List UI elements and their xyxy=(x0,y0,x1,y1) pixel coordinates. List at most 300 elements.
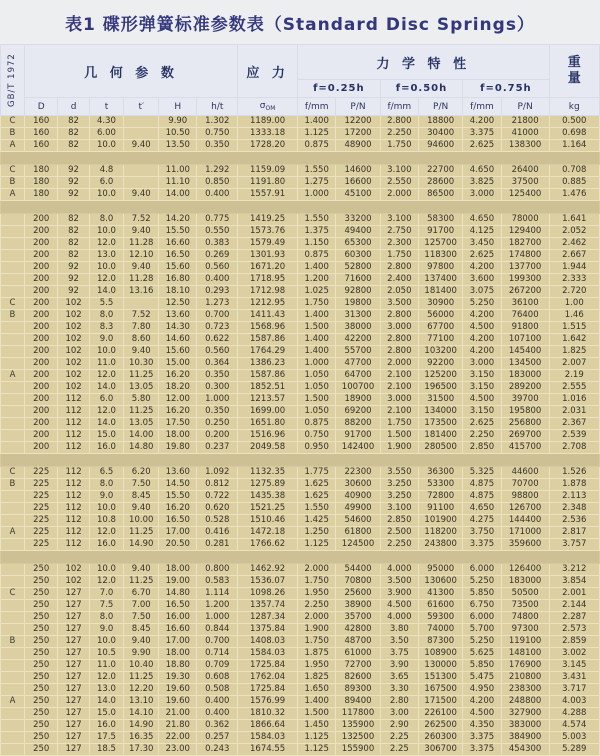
cell-t_reduced: 9.40 xyxy=(124,262,159,274)
cell-weight_kg: 2.19 xyxy=(549,370,599,382)
cell-series xyxy=(1,394,25,406)
cell-P_at_0.25h: 135900 xyxy=(336,720,380,732)
cell-t: 10.0 xyxy=(89,226,124,238)
cell-sigma_OM: 1671.20 xyxy=(238,262,298,274)
cell-series xyxy=(1,624,25,636)
cell-h_over_t: 0.700 xyxy=(197,636,238,648)
col-header-kg: kg xyxy=(549,98,599,116)
cell-D: 200 xyxy=(24,406,58,418)
table-row xyxy=(1,322,600,334)
cell-H: 16.20 xyxy=(159,406,197,418)
cell-d: 127 xyxy=(58,720,89,732)
col-header-f-025: f/mm xyxy=(298,98,336,116)
title-bar xyxy=(0,0,600,44)
standard-number-label: GB/T 1972 xyxy=(1,45,25,116)
cell-t: 9.0 xyxy=(89,491,124,503)
cell-P_at_0.25h: 65300 xyxy=(336,238,380,250)
cell-t_reduced xyxy=(124,298,159,310)
cell-H: 18.00 xyxy=(159,564,197,576)
cell-P_at_0.25h: 60300 xyxy=(336,250,380,262)
cell-d: 102 xyxy=(58,564,89,576)
cell-d: 127 xyxy=(58,672,89,684)
cell-D: 200 xyxy=(24,442,58,454)
cell-h_over_t: 0.709 xyxy=(197,660,238,672)
cell-t: 10.0 xyxy=(89,140,124,152)
cell-t_reduced: 8.60 xyxy=(124,334,159,346)
cell-sigma_OM: 1411.43 xyxy=(238,310,298,322)
cell-series xyxy=(1,214,25,226)
cell-f_at_0.75h: 5.475 xyxy=(463,672,501,684)
cell-f_at_0.25h: 1.000 xyxy=(298,358,336,370)
cell-P_at_0.25h: 38000 xyxy=(336,322,380,334)
cell-P_at_0.75h: 21800 xyxy=(501,116,549,128)
cell-H: 12.50 xyxy=(159,298,197,310)
cell-d: 102 xyxy=(58,370,89,382)
cell-f_at_0.50h: 2.25 xyxy=(380,744,418,756)
cell-t_reduced: 14.90 xyxy=(124,539,159,551)
cell-t: 10.0 xyxy=(89,262,124,274)
cell-h_over_t: 0.400 xyxy=(197,708,238,720)
cell-f_at_0.50h: 3.900 xyxy=(380,588,418,600)
cell-weight_kg: 2.720 xyxy=(549,286,599,298)
cell-t: 10.0 xyxy=(89,503,124,515)
cell-d: 82 xyxy=(58,238,89,250)
table-row xyxy=(1,612,600,624)
cell-H: 21.00 xyxy=(159,708,197,720)
cell-series xyxy=(1,660,25,672)
cell-f_at_0.75h: 4.500 xyxy=(463,322,501,334)
cell-P_at_0.75h: 383000 xyxy=(501,720,549,732)
cell-series xyxy=(1,564,25,576)
cell-t: 12.0 xyxy=(89,527,124,539)
cell-P_at_0.75h: 174800 xyxy=(501,250,549,262)
table-row xyxy=(1,286,600,298)
cell-P_at_0.50h: 125700 xyxy=(419,238,463,250)
cell-f_at_0.75h: 4.950 xyxy=(463,684,501,696)
cell-P_at_0.25h: 22300 xyxy=(336,467,380,479)
cell-D: 250 xyxy=(24,696,58,708)
page-title: 表1 碟形弹簧标准参数表（Standard Disc Springs） xyxy=(65,14,535,35)
cell-P_at_0.50h: 94600 xyxy=(419,140,463,152)
cell-P_at_0.75h: 41000 xyxy=(501,128,549,140)
cell-sigma_OM: 1762.04 xyxy=(238,672,298,684)
cell-P_at_0.50h: 28600 xyxy=(419,177,463,189)
table-row xyxy=(1,189,600,201)
cell-d: 112 xyxy=(58,527,89,539)
cell-t: 16.0 xyxy=(89,720,124,732)
cell-P_at_0.75h: 91800 xyxy=(501,322,549,334)
cell-P_at_0.25h: 89300 xyxy=(336,684,380,696)
cell-h_over_t: 0.400 xyxy=(197,274,238,286)
cell-t_reduced: 11.25 xyxy=(124,576,159,588)
cell-t: 15.0 xyxy=(89,430,124,442)
cell-H: 15.50 xyxy=(159,226,197,238)
cell-P_at_0.75h: 454300 xyxy=(501,744,549,756)
cell-sigma_OM: 1472.18 xyxy=(238,527,298,539)
cell-P_at_0.50h: 67700 xyxy=(419,322,463,334)
cell-t_reduced: 14.10 xyxy=(124,708,159,720)
cell-t_reduced: 9.90 xyxy=(124,648,159,660)
cell-weight_kg: 2.052 xyxy=(549,226,599,238)
cell-t: 16.0 xyxy=(89,442,124,454)
cell-f_at_0.75h: 4.500 xyxy=(463,708,501,720)
cell-P_at_0.50h: 130000 xyxy=(419,660,463,672)
cell-f_at_0.50h: 2.800 xyxy=(380,116,418,128)
cell-weight_kg: 2.333 xyxy=(549,274,599,286)
cell-sigma_OM: 1275.89 xyxy=(238,479,298,491)
cell-H: 13.60 xyxy=(159,467,197,479)
cell-t_reduced: 9.40 xyxy=(124,636,159,648)
cell-h_over_t: 0.620 xyxy=(197,503,238,515)
cell-d: 112 xyxy=(58,442,89,454)
cell-D: 250 xyxy=(24,636,58,648)
cell-P_at_0.75h: 74800 xyxy=(501,612,549,624)
cell-weight_kg: 2.859 xyxy=(549,636,599,648)
cell-t_reduced: 12.20 xyxy=(124,684,159,696)
cell-P_at_0.25h: 52800 xyxy=(336,262,380,274)
cell-P_at_0.25h: 40900 xyxy=(336,491,380,503)
cell-P_at_0.50h: 171500 xyxy=(419,696,463,708)
cell-P_at_0.75h: 145400 xyxy=(501,346,549,358)
cell-f_at_0.25h: 1.550 xyxy=(298,214,336,226)
cell-f_at_0.75h: 2.625 xyxy=(463,418,501,430)
cell-sigma_OM: 1333.18 xyxy=(238,128,298,140)
table-row xyxy=(1,515,600,527)
cell-weight_kg: 2.817 xyxy=(549,527,599,539)
cell-weight_kg: 1.641 xyxy=(549,214,599,226)
cell-sigma_OM: 1191.80 xyxy=(238,177,298,189)
table-row xyxy=(1,418,600,430)
cell-t_reduced: 11.25 xyxy=(124,406,159,418)
cell-P_at_0.25h: 16600 xyxy=(336,177,380,189)
cell-t_reduced xyxy=(124,165,159,177)
cell-h_over_t: 0.528 xyxy=(197,515,238,527)
cell-P_at_0.50h: 118300 xyxy=(419,250,463,262)
cell-P_at_0.25h: 48700 xyxy=(336,636,380,648)
cell-sigma_OM: 1213.57 xyxy=(238,394,298,406)
cell-D: 225 xyxy=(24,467,58,479)
col-header-h-over-t: h/t xyxy=(197,98,238,116)
cell-d: 102 xyxy=(58,310,89,322)
col-header-t: t xyxy=(89,98,124,116)
cell-series xyxy=(1,503,25,515)
cell-P_at_0.50h: 36300 xyxy=(419,467,463,479)
cell-weight_kg: 3.145 xyxy=(549,660,599,672)
cell-f_at_0.75h: 6.000 xyxy=(463,612,501,624)
cell-P_at_0.50h: 31500 xyxy=(419,394,463,406)
cell-P_at_0.75h: 26400 xyxy=(501,165,549,177)
cell-d: 112 xyxy=(58,479,89,491)
cell-D: 180 xyxy=(24,165,58,177)
cell-P_at_0.25h: 14600 xyxy=(336,165,380,177)
cell-H: 16.50 xyxy=(159,600,197,612)
cell-f_at_0.25h: 1.950 xyxy=(298,588,336,600)
cell-d: 112 xyxy=(58,467,89,479)
table-row xyxy=(1,527,600,539)
cell-sigma_OM: 1212.95 xyxy=(238,298,298,310)
cell-weight_kg: 0.708 xyxy=(549,165,599,177)
cell-D: 200 xyxy=(24,358,58,370)
cell-weight_kg: 3.002 xyxy=(549,648,599,660)
col-header-p-025: P/N xyxy=(336,98,380,116)
cell-f_at_0.25h: 1.250 xyxy=(298,527,336,539)
cell-weight_kg: 0.885 xyxy=(549,177,599,189)
cell-h_over_t: 0.750 xyxy=(197,128,238,140)
separator-row xyxy=(1,152,600,165)
cell-f_at_0.25h: 2.250 xyxy=(298,600,336,612)
cell-series xyxy=(1,576,25,588)
cell-P_at_0.50h: 56000 xyxy=(419,310,463,322)
cell-d: 82 xyxy=(58,214,89,226)
cell-H: 21.80 xyxy=(159,720,197,732)
cell-series xyxy=(1,226,25,238)
cell-f_at_0.25h: 1.950 xyxy=(298,660,336,672)
cell-sigma_OM: 1712.98 xyxy=(238,286,298,298)
cell-P_at_0.75h: 144400 xyxy=(501,515,549,527)
cell-P_at_0.75h: 384900 xyxy=(501,732,549,744)
cell-h_over_t: 0.281 xyxy=(197,539,238,551)
cell-f_at_0.50h: 3.00 xyxy=(380,708,418,720)
cell-f_at_0.25h: 1.500 xyxy=(298,708,336,720)
cell-sigma_OM: 1587.86 xyxy=(238,370,298,382)
cell-series: B xyxy=(1,636,25,648)
cell-f_at_0.25h: 0.750 xyxy=(298,430,336,442)
cell-P_at_0.50h: 125200 xyxy=(419,370,463,382)
cell-sigma_OM: 1557.91 xyxy=(238,189,298,201)
cell-t: 8.0 xyxy=(89,479,124,491)
cell-f_at_0.25h: 1.775 xyxy=(298,467,336,479)
cell-D: 160 xyxy=(24,116,58,128)
cell-H: 14.20 xyxy=(159,214,197,226)
cell-d: 127 xyxy=(58,648,89,660)
cell-h_over_t: 0.416 xyxy=(197,527,238,539)
cell-D: 200 xyxy=(24,430,58,442)
cell-P_at_0.25h: 155900 xyxy=(336,744,380,756)
cell-H: 22.00 xyxy=(159,732,197,744)
cell-series xyxy=(1,334,25,346)
cell-f_at_0.50h: 3.250 xyxy=(380,491,418,503)
cell-d: 102 xyxy=(58,358,89,370)
cell-sigma_OM: 1408.03 xyxy=(238,636,298,648)
cell-t_reduced: 9.40 xyxy=(124,346,159,358)
cell-weight_kg: 1.642 xyxy=(549,334,599,346)
cell-h_over_t: 0.237 xyxy=(197,442,238,454)
cell-H: 9.90 xyxy=(159,116,197,128)
cell-weight_kg: 4.003 xyxy=(549,696,599,708)
cell-f_at_0.25h: 1.125 xyxy=(298,539,336,551)
cell-D: 225 xyxy=(24,515,58,527)
cell-P_at_0.50h: 41300 xyxy=(419,588,463,600)
cell-P_at_0.50h: 262500 xyxy=(419,720,463,732)
cell-d: 102 xyxy=(58,322,89,334)
cell-f_at_0.50h: 2.250 xyxy=(380,539,418,551)
cell-h_over_t: 1.200 xyxy=(197,600,238,612)
cell-P_at_0.50h: 18800 xyxy=(419,116,463,128)
cell-t: 9.0 xyxy=(89,624,124,636)
cell-P_at_0.75h: 134500 xyxy=(501,358,549,370)
cell-series xyxy=(1,732,25,744)
cell-f_at_0.75h: 2.250 xyxy=(463,430,501,442)
col-header-D: D xyxy=(24,98,58,116)
cell-weight_kg: 2.001 xyxy=(549,588,599,600)
cell-P_at_0.75h: 78000 xyxy=(501,214,549,226)
cell-f_at_0.25h: 1.050 xyxy=(298,406,336,418)
cell-P_at_0.75h: 50500 xyxy=(501,588,549,600)
table-row xyxy=(1,720,600,732)
cell-f_at_0.25h: 1.125 xyxy=(298,732,336,744)
cell-D: 250 xyxy=(24,708,58,720)
cell-d: 127 xyxy=(58,624,89,636)
cell-sigma_OM: 1510.46 xyxy=(238,515,298,527)
deflection-075h-header: f=0.75h xyxy=(463,80,549,98)
cell-h_over_t: 0.350 xyxy=(197,140,238,152)
table-row xyxy=(1,708,600,720)
cell-P_at_0.50h: 30900 xyxy=(419,298,463,310)
cell-weight_kg: 3.717 xyxy=(549,684,599,696)
cell-P_at_0.25h: 31300 xyxy=(336,310,380,322)
cell-h_over_t: 0.257 xyxy=(197,732,238,744)
cell-series xyxy=(1,274,25,286)
cell-D: 250 xyxy=(24,576,58,588)
cell-P_at_0.75h: 138300 xyxy=(501,140,549,152)
cell-sigma_OM: 1132.35 xyxy=(238,467,298,479)
cell-P_at_0.50h: 167500 xyxy=(419,684,463,696)
cell-P_at_0.75h: 238300 xyxy=(501,684,549,696)
cell-d: 112 xyxy=(58,406,89,418)
cell-d: 127 xyxy=(58,612,89,624)
cell-f_at_0.75h: 5.700 xyxy=(463,624,501,636)
cell-P_at_0.25h: 117800 xyxy=(336,708,380,720)
cell-P_at_0.50h: 86500 xyxy=(419,189,463,201)
cell-D: 200 xyxy=(24,346,58,358)
cell-f_at_0.25h: 1.625 xyxy=(298,491,336,503)
cell-weight_kg: 1.46 xyxy=(549,310,599,322)
cell-h_over_t: 0.800 xyxy=(197,564,238,576)
cell-sigma_OM: 1766.62 xyxy=(238,539,298,551)
cell-t: 12.0 xyxy=(89,576,124,588)
table-row xyxy=(1,250,600,262)
cell-weight_kg: 2.555 xyxy=(549,382,599,394)
cell-h_over_t: 0.622 xyxy=(197,334,238,346)
cell-series: B xyxy=(1,310,25,322)
separator-cell xyxy=(1,152,600,165)
col-header-p-075: P/N xyxy=(501,98,549,116)
cell-sigma_OM: 1584.03 xyxy=(238,648,298,660)
cell-sigma_OM: 1725.84 xyxy=(238,660,298,672)
cell-P_at_0.75h: 183000 xyxy=(501,370,549,382)
cell-weight_kg: 2.573 xyxy=(549,624,599,636)
cell-f_at_0.25h: 1.400 xyxy=(298,310,336,322)
cell-H: 17.50 xyxy=(159,418,197,430)
cell-f_at_0.75h: 6.750 xyxy=(463,600,501,612)
cell-series xyxy=(1,672,25,684)
cell-h_over_t: 0.723 xyxy=(197,322,238,334)
cell-f_at_0.50h: 3.30 xyxy=(380,684,418,696)
cell-t_reduced: 7.52 xyxy=(124,214,159,226)
cell-weight_kg: 1.164 xyxy=(549,140,599,152)
table-row xyxy=(1,430,600,442)
cell-f_at_0.75h: 5.250 xyxy=(463,636,501,648)
cell-t_reduced: 7.50 xyxy=(124,479,159,491)
cell-P_at_0.25h: 88200 xyxy=(336,418,380,430)
cell-D: 250 xyxy=(24,564,58,576)
cell-series xyxy=(1,358,25,370)
cell-f_at_0.75h: 3.375 xyxy=(463,732,501,744)
cell-h_over_t: 1.000 xyxy=(197,394,238,406)
cell-h_over_t: 0.250 xyxy=(197,418,238,430)
cell-series: C xyxy=(1,588,25,600)
cell-D: 200 xyxy=(24,226,58,238)
cell-t_reduced xyxy=(124,116,159,128)
cell-f_at_0.25h: 0.875 xyxy=(298,140,336,152)
cell-h_over_t: 0.300 xyxy=(197,382,238,394)
cell-f_at_0.50h: 2.300 xyxy=(380,238,418,250)
cell-d: 102 xyxy=(58,576,89,588)
cell-sigma_OM: 2049.58 xyxy=(238,442,298,454)
cell-t: 8.3 xyxy=(89,322,124,334)
cell-D: 250 xyxy=(24,612,58,624)
cell-t_reduced: 13.16 xyxy=(124,286,159,298)
cell-P_at_0.75h: 126400 xyxy=(501,564,549,576)
cell-sigma_OM: 1375.84 xyxy=(238,624,298,636)
cell-t: 7.5 xyxy=(89,600,124,612)
cell-series: B xyxy=(1,479,25,491)
cell-H: 13.60 xyxy=(159,310,197,322)
cell-sigma_OM: 1764.29 xyxy=(238,346,298,358)
cell-f_at_0.50h: 1.900 xyxy=(380,442,418,454)
cell-P_at_0.25h: 89400 xyxy=(336,696,380,708)
cell-d: 102 xyxy=(58,346,89,358)
cell-weight_kg: 2.536 xyxy=(549,515,599,527)
cell-f_at_0.75h: 4.125 xyxy=(463,226,501,238)
table-row xyxy=(1,564,600,576)
cell-f_at_0.50h: 2.100 xyxy=(380,370,418,382)
separator-row xyxy=(1,201,600,214)
cell-P_at_0.75h: 107100 xyxy=(501,334,549,346)
cell-P_at_0.50h: 101900 xyxy=(419,515,463,527)
cell-sigma_OM: 1159.09 xyxy=(238,165,298,177)
cell-f_at_0.75h: 4.875 xyxy=(463,491,501,503)
cell-P_at_0.25h: 35700 xyxy=(336,612,380,624)
cell-series xyxy=(1,708,25,720)
cell-d: 112 xyxy=(58,515,89,527)
cell-series xyxy=(1,612,25,624)
deflection-025h-header: f=0.25h xyxy=(298,80,381,98)
cell-h_over_t: 0.383 xyxy=(197,238,238,250)
cell-sigma_OM: 1587.86 xyxy=(238,334,298,346)
cell-D: 200 xyxy=(24,418,58,430)
cell-sigma_OM: 1536.07 xyxy=(238,576,298,588)
cell-f_at_0.25h: 1.650 xyxy=(298,684,336,696)
cell-weight_kg: 4.574 xyxy=(549,720,599,732)
cell-P_at_0.75h: 176900 xyxy=(501,660,549,672)
cell-f_at_0.50h: 3.50 xyxy=(380,636,418,648)
cell-f_at_0.50h: 4.000 xyxy=(380,612,418,624)
cell-H: 23.00 xyxy=(159,744,197,756)
table-header xyxy=(1,45,600,116)
cell-P_at_0.50h: 226100 xyxy=(419,708,463,720)
separator-row xyxy=(1,454,600,467)
disc-spring-parameters-table xyxy=(0,44,600,756)
table-body xyxy=(1,116,600,756)
cell-D: 250 xyxy=(24,648,58,660)
cell-D: 200 xyxy=(24,382,58,394)
cell-D: 250 xyxy=(24,744,58,756)
cell-weight_kg: 3.757 xyxy=(549,539,599,551)
cell-D: 160 xyxy=(24,140,58,152)
cell-t: 11.0 xyxy=(89,660,124,672)
cell-f_at_0.25h: 1.375 xyxy=(298,226,336,238)
